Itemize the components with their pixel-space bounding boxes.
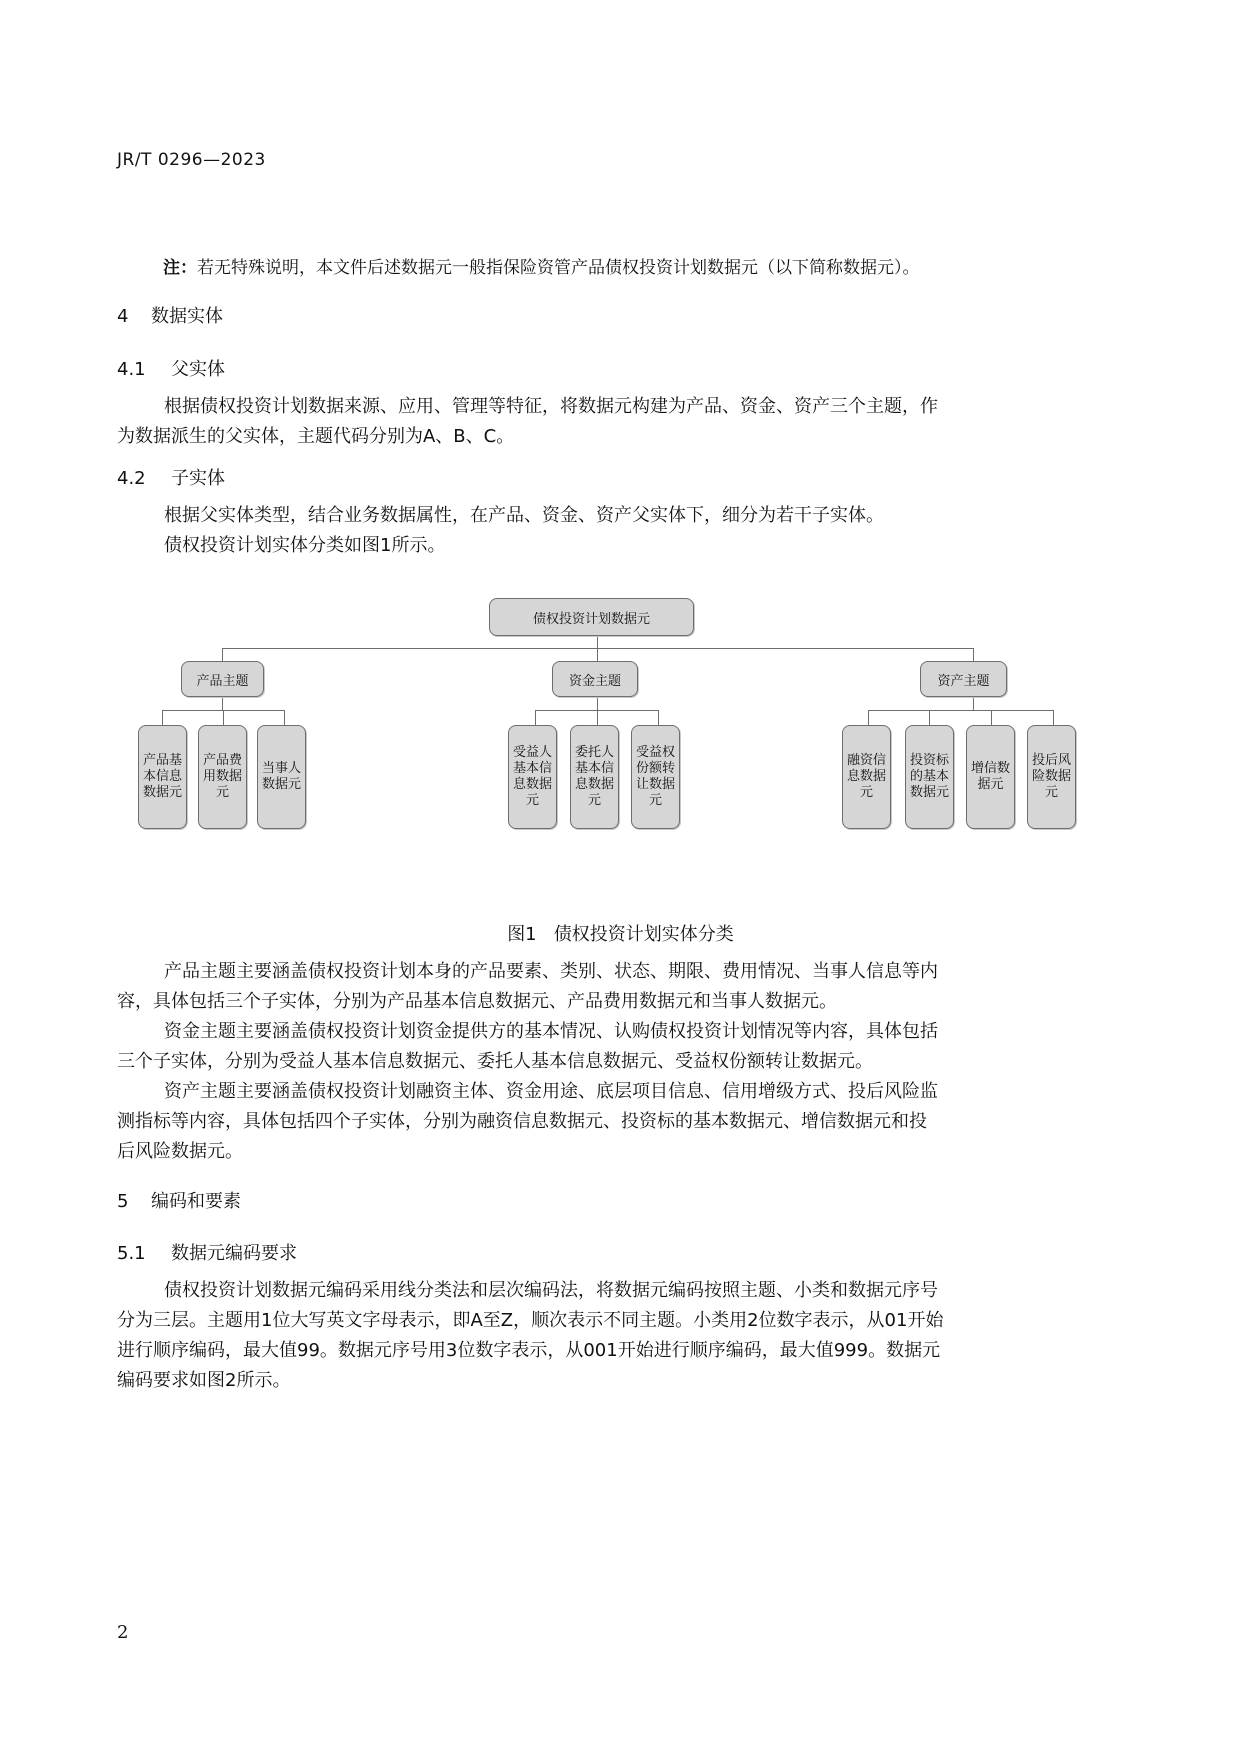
paragraph-line: 根据债权投资计划数据来源、应用、管理等特征，将数据元构建为产品、资金、资产三个主题，作 — [164, 396, 938, 417]
subentity-node: 当事人数据元 — [257, 725, 306, 829]
entity-classification-diagram — [130, 593, 1110, 883]
figure-number: 图1 — [507, 924, 537, 945]
paragraph-line: 债权投资计划数据元编码采用线分类法和层次编码法，将数据元编码按照主题、小类和数据元序号 — [164, 1280, 938, 1301]
section-4-1-heading — [117, 355, 225, 381]
standard-code: JR/T 0296—2023 — [117, 150, 266, 170]
section-title: 子实体 — [171, 468, 225, 489]
figure-caption — [0, 920, 1241, 946]
section-4-2-heading — [117, 464, 225, 490]
connector-line — [223, 710, 224, 725]
note — [163, 253, 920, 278]
connector-line — [991, 710, 992, 725]
section-title: 数据元编码要求 — [171, 1243, 297, 1264]
figure-title: 债权投资计划实体分类 — [553, 924, 734, 945]
connector-line — [597, 710, 598, 725]
paragraph-line: 债权投资计划实体分类如图1所示。 — [164, 535, 446, 556]
connector-line — [929, 710, 930, 725]
paragraph-encoding-requirements — [117, 1276, 1125, 1396]
connector-line — [222, 696, 223, 710]
section-5-1-heading — [117, 1239, 297, 1265]
subentity-node: 受益人基本信息数据元 — [508, 725, 557, 829]
paragraph-line: 分为三层。主题用1位大写英文字母表示，即A至Z，顺次表示不同主题。小类用2位数字表示，从01开始 — [117, 1310, 944, 1331]
paragraph-line: 后风险数据元。 — [117, 1141, 243, 1162]
note-text: 若无特殊说明，本文件后述数据元一般指保险资管产品债权投资计划数据元（以下简称数据元）。 — [197, 258, 920, 278]
paragraph-line: 根据父实体类型，结合业务数据属性，在产品、资金、资产父实体下，细分为若干子实体。 — [164, 505, 884, 526]
subentity-node: 融资信息数据元 — [842, 725, 891, 829]
section-4-heading — [117, 302, 223, 328]
paragraph-line: 容，具体包括三个子实体，分别为产品基本信息数据元、产品费用数据元和当事人数据元。 — [117, 991, 837, 1012]
connector-line — [973, 696, 974, 710]
connector-line — [658, 710, 659, 725]
subentity-node: 产品费用数据元 — [198, 725, 247, 829]
section-title: 编码和要素 — [151, 1191, 241, 1212]
section-number: 5.1 — [117, 1243, 146, 1264]
connector-line — [535, 710, 536, 725]
paragraph-product-topic — [117, 957, 1125, 1017]
paragraph-line: 为数据派生的父实体，主题代码分别为A、B、C。 — [117, 426, 515, 447]
paragraph-child-entity — [117, 501, 1125, 561]
topic-node-product: 产品主题 — [181, 661, 264, 697]
note-label: 注： — [163, 258, 197, 278]
topic-node-fund: 资金主题 — [552, 661, 638, 697]
connector-line — [597, 696, 598, 710]
paragraph-line: 资产主题主要涵盖债权投资计划融资主体、资金用途、底层项目信息、信用增级方式、投后风险监 — [164, 1081, 938, 1102]
page-number: 2 — [117, 1622, 129, 1643]
paragraph-line: 测指标等内容，具体包括四个子实体，分别为融资信息数据元、投资标的基本数据元、增信数据元和投 — [117, 1111, 927, 1132]
section-title: 父实体 — [171, 359, 225, 380]
connector-line — [868, 710, 869, 725]
paragraph-line: 资金主题主要涵盖债权投资计划资金提供方的基本情况、认购债权投资计划情况等内容，具体包括 — [164, 1021, 938, 1042]
paragraph-line: 编码要求如图2所示。 — [117, 1370, 291, 1391]
paragraph-line: 三个子实体，分别为受益人基本信息数据元、委托人基本信息数据元、受益权份额转让数据元。 — [117, 1051, 873, 1072]
connector-line — [597, 636, 598, 648]
connector-line — [973, 648, 974, 661]
section-5-heading — [117, 1187, 241, 1213]
topic-node-asset: 资产主题 — [920, 661, 1007, 697]
connector-line — [868, 710, 1054, 711]
subentity-node: 增信数据元 — [966, 725, 1015, 829]
connector-line — [162, 710, 163, 725]
section-number: 4.2 — [117, 468, 146, 489]
diagram-root-node: 债权投资计划数据元 — [489, 598, 694, 636]
paragraph-parent-entity — [117, 392, 1125, 452]
subentity-node: 投资标的基本数据元 — [905, 725, 954, 829]
section-number: 4 — [117, 306, 129, 327]
subentity-node: 投后风险数据元 — [1027, 725, 1076, 829]
paragraph-asset-topic — [117, 1077, 1125, 1167]
subentity-node: 委托人基本信息数据元 — [570, 725, 619, 829]
connector-line — [1053, 710, 1054, 725]
paragraph-line: 进行顺序编码，最大值99。数据元序号用3位数字表示，从001开始进行顺序编码，最大值999。数据元 — [117, 1340, 941, 1361]
section-title: 数据实体 — [151, 306, 223, 327]
connector-line — [284, 710, 285, 725]
paragraph-fund-topic — [117, 1017, 1125, 1077]
section-number: 4.1 — [117, 359, 146, 380]
section-number: 5 — [117, 1191, 129, 1212]
connector-line — [597, 648, 598, 661]
connector-line — [222, 648, 223, 661]
paragraph-line: 产品主题主要涵盖债权投资计划本身的产品要素、类别、状态、期限、费用情况、当事人信息等内 — [164, 961, 938, 982]
subentity-node: 受益权份额转让数据元 — [631, 725, 680, 829]
subentity-node: 产品基本信息数据元 — [138, 725, 187, 829]
